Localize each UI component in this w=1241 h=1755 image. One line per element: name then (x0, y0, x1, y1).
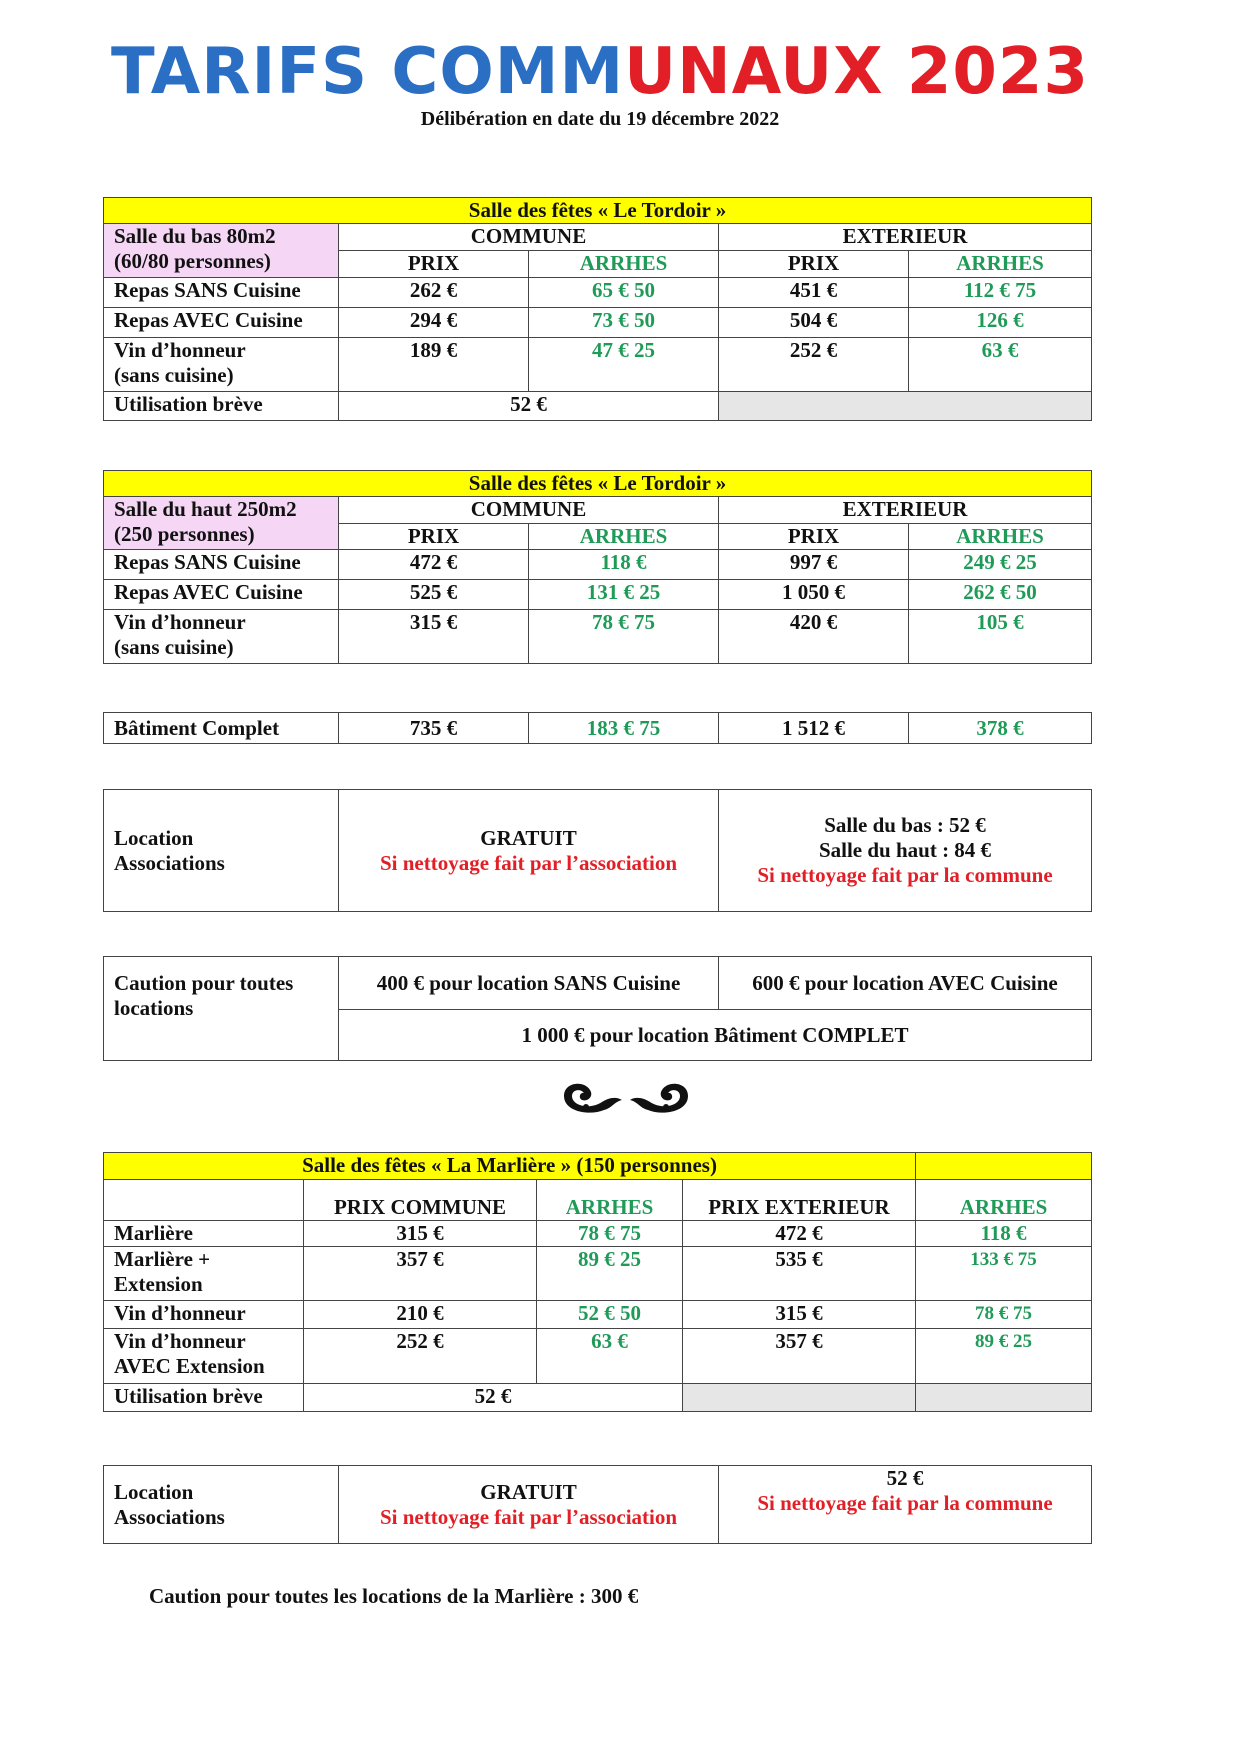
row-label (104, 1466, 339, 1544)
commune-prix: 735 € (339, 713, 529, 744)
row-label: Utilisation brève (104, 392, 339, 421)
exterieur-prix: 997 € (719, 550, 909, 580)
breve-value: 52 € (304, 1384, 683, 1412)
exterieur-arrhes: 78 € 75 (916, 1301, 1092, 1329)
row-label: Marlière (104, 1221, 304, 1247)
gratuit-label: GRATUIT (480, 825, 577, 850)
row-label (104, 1329, 304, 1384)
table-header: Salle des fêtes « Le Tordoir » (104, 471, 1092, 497)
salle-bas-price: Salle du bas : 52 € (824, 813, 986, 837)
exterieur-arrhes: 126 € (909, 308, 1092, 338)
row-label-line2: Associations (114, 850, 225, 875)
commune-arrhes: 89 € 25 (537, 1247, 683, 1301)
table-row (104, 580, 1092, 610)
gratuit-label: GRATUIT (480, 1479, 577, 1504)
page-title (0, 35, 1200, 109)
commune-arrhes: 47 € 25 (529, 338, 719, 392)
row-label-line2: Extension (114, 1272, 203, 1296)
arrhes-header: ARRHES (529, 251, 719, 278)
exterieur-header: EXTERIEUR (719, 224, 1092, 251)
exterieur-prix: 504 € (719, 308, 909, 338)
table-row (104, 1329, 1092, 1384)
row-label-line2: (sans cuisine) (114, 635, 234, 659)
row-label (104, 790, 339, 912)
arrhes-header: ARRHES (529, 524, 719, 550)
commune-arrhes: 183 € 75 (529, 713, 719, 744)
caution-label-line1: Caution pour toutes (114, 971, 294, 995)
gratuit-cell (339, 1466, 719, 1544)
breve-value: 52 € (339, 392, 719, 421)
row-label: Repas SANS Cuisine (104, 278, 339, 308)
prix-commune-header: PRIX COMMUNE (304, 1180, 537, 1221)
salle-haut-price: Salle du haut : 84 € (818, 838, 992, 862)
caution-sans-cuisine: 400 € pour location SANS Cuisine (339, 957, 719, 1010)
exterieur-arrhes: 89 € 25 (916, 1329, 1092, 1384)
commune-header: COMMUNE (339, 224, 719, 251)
caution-table (103, 956, 1092, 1061)
caution-avec-cuisine: 600 € pour location AVEC Cuisine (719, 957, 1092, 1010)
location-associations-table (103, 789, 1092, 912)
prix-header: PRIX (719, 524, 909, 550)
table-header: Salle des fêtes « Le Tordoir » (104, 198, 1092, 224)
prix-header: PRIX (719, 251, 909, 278)
table-row (104, 1221, 1092, 1247)
commune-arrhes: 131 € 25 (529, 580, 719, 610)
commune-prix: 210 € (304, 1301, 537, 1329)
commune-prix: 262 € (339, 278, 529, 308)
association-cleaning-note: Si nettoyage fait par l’association (379, 850, 678, 875)
commune-arrhes: 52 € 50 (537, 1301, 683, 1329)
row-label: Bâtiment Complet (104, 713, 339, 744)
commune-arrhes: 118 € (529, 550, 719, 580)
gratuit-cell (339, 790, 719, 912)
table-row (104, 610, 1092, 664)
row-label (104, 1247, 304, 1301)
row-label: Utilisation brève (104, 1384, 304, 1412)
empty-cell (104, 1180, 304, 1221)
table-row (104, 550, 1092, 580)
arrhes-header: ARRHES (909, 251, 1092, 278)
room-label (104, 497, 339, 550)
commune-prix: 357 € (304, 1247, 537, 1301)
arrhes-header: ARRHES (909, 524, 1092, 550)
marliere-table (103, 1152, 1092, 1412)
room-capacity: (60/80 personnes) (114, 249, 271, 273)
table-row (104, 308, 1092, 338)
commune-cleaning-cell (719, 790, 1092, 912)
row-label: Repas SANS Cuisine (104, 550, 339, 580)
room-label (104, 224, 339, 278)
exterieur-arrhes: 262 € 50 (909, 580, 1092, 610)
row-label-line1: Vin d’honneur (114, 610, 246, 634)
table-row (104, 392, 1092, 421)
exterieur-prix: 315 € (683, 1301, 916, 1329)
exterieur-prix: 1 512 € (719, 713, 909, 744)
commune-arrhes: 63 € (537, 1329, 683, 1384)
table-header-blank (916, 1153, 1092, 1180)
title-part-blue: TARIFS COMM (111, 35, 625, 109)
empty-cell (683, 1384, 916, 1412)
commune-arrhes: 65 € 50 (529, 278, 719, 308)
table-row (104, 1247, 1092, 1301)
exterieur-arrhes: 105 € (909, 610, 1092, 664)
commune-arrhes: 73 € 50 (529, 308, 719, 338)
exterieur-header: EXTERIEUR (719, 497, 1092, 524)
row-label-line1: Vin d’honneur (114, 338, 246, 362)
empty-cell (719, 392, 1092, 421)
room-name: Salle du bas 80m2 (114, 224, 276, 248)
tordoir-bas-table (103, 197, 1092, 421)
table-row (104, 713, 1092, 744)
commune-header: COMMUNE (339, 497, 719, 524)
association-cleaning-note: Si nettoyage fait par l’association (379, 1504, 678, 1529)
commune-prix: 315 € (304, 1221, 537, 1247)
location-associations-marliere-table (103, 1465, 1092, 1544)
row-label (104, 338, 339, 392)
commune-prix: 525 € (339, 580, 529, 610)
table-row (104, 338, 1092, 392)
row-label: Repas AVEC Cuisine (104, 308, 339, 338)
commune-prix: 294 € (339, 308, 529, 338)
title-part-red: UNAUX 2023 (624, 35, 1089, 109)
room-name: Salle du haut 250m2 (114, 497, 297, 521)
caution-label-line2: locations (114, 996, 194, 1020)
row-label: Repas AVEC Cuisine (104, 580, 339, 610)
prix-header: PRIX (339, 251, 529, 278)
batiment-complet-table (103, 712, 1092, 744)
caution-batiment-complet: 1 000 € pour location Bâtiment COMPLET (339, 1010, 1092, 1061)
caution-label (104, 957, 339, 1061)
exterieur-arrhes: 118 € (916, 1221, 1092, 1247)
exterieur-prix: 420 € (719, 610, 909, 664)
exterieur-arrhes: 378 € (909, 713, 1092, 744)
exterieur-prix: 535 € (683, 1247, 916, 1301)
tordoir-haut-table (103, 470, 1092, 664)
row-label-line1: Location (114, 1479, 194, 1504)
commune-arrhes: 78 € 75 (529, 610, 719, 664)
exterieur-prix: 451 € (719, 278, 909, 308)
row-label-line2: AVEC Extension (114, 1354, 265, 1378)
exterieur-prix: 252 € (719, 338, 909, 392)
arrhes-header: ARRHES (537, 1180, 683, 1221)
row-label-line2: Associations (114, 1504, 225, 1529)
commune-prix: 472 € (339, 550, 529, 580)
table-header: Salle des fêtes « La Marlière » (150 personnes) (104, 1153, 916, 1180)
exterieur-arrhes: 112 € 75 (909, 278, 1092, 308)
prix-exterieur-header: PRIX EXTERIEUR (683, 1180, 916, 1221)
arrhes-header: ARRHES (916, 1180, 1092, 1221)
empty-cell (916, 1384, 1092, 1412)
row-label (104, 610, 339, 664)
exterieur-arrhes: 63 € (909, 338, 1092, 392)
prix-header: PRIX (339, 524, 529, 550)
association-price: 52 € (886, 1466, 924, 1490)
exterieur-prix: 1 050 € (719, 580, 909, 610)
commune-prix: 315 € (339, 610, 529, 664)
row-label: Vin d’honneur (104, 1301, 304, 1329)
commune-arrhes: 78 € 75 (537, 1221, 683, 1247)
commune-cleaning-note: Si nettoyage fait par la commune (757, 863, 1053, 887)
row-label-line1: Vin d’honneur (114, 1329, 246, 1353)
exterieur-arrhes: 249 € 25 (909, 550, 1092, 580)
commune-cleaning-cell (719, 1466, 1092, 1544)
exterieur-prix: 357 € (683, 1329, 916, 1384)
exterieur-arrhes: 133 € 75 (916, 1247, 1092, 1301)
ornament-icon (556, 1072, 696, 1120)
row-label-line1: Marlière + (114, 1247, 211, 1271)
marliere-caution-note: Caution pour toutes les locations de la Marlière : 300 € (149, 1584, 639, 1608)
commune-cleaning-note: Si nettoyage fait par la commune (757, 1491, 1053, 1515)
page-subtitle: Délibération en date du 19 décembre 2022 (420, 108, 780, 130)
room-capacity: (250 personnes) (114, 522, 255, 546)
commune-prix: 189 € (339, 338, 529, 392)
table-row (104, 278, 1092, 308)
row-label-line2: (sans cuisine) (114, 363, 234, 387)
table-row (104, 1301, 1092, 1329)
row-label-line1: Location (114, 825, 194, 850)
exterieur-prix: 472 € (683, 1221, 916, 1247)
table-row (104, 1384, 1092, 1412)
commune-prix: 252 € (304, 1329, 537, 1384)
